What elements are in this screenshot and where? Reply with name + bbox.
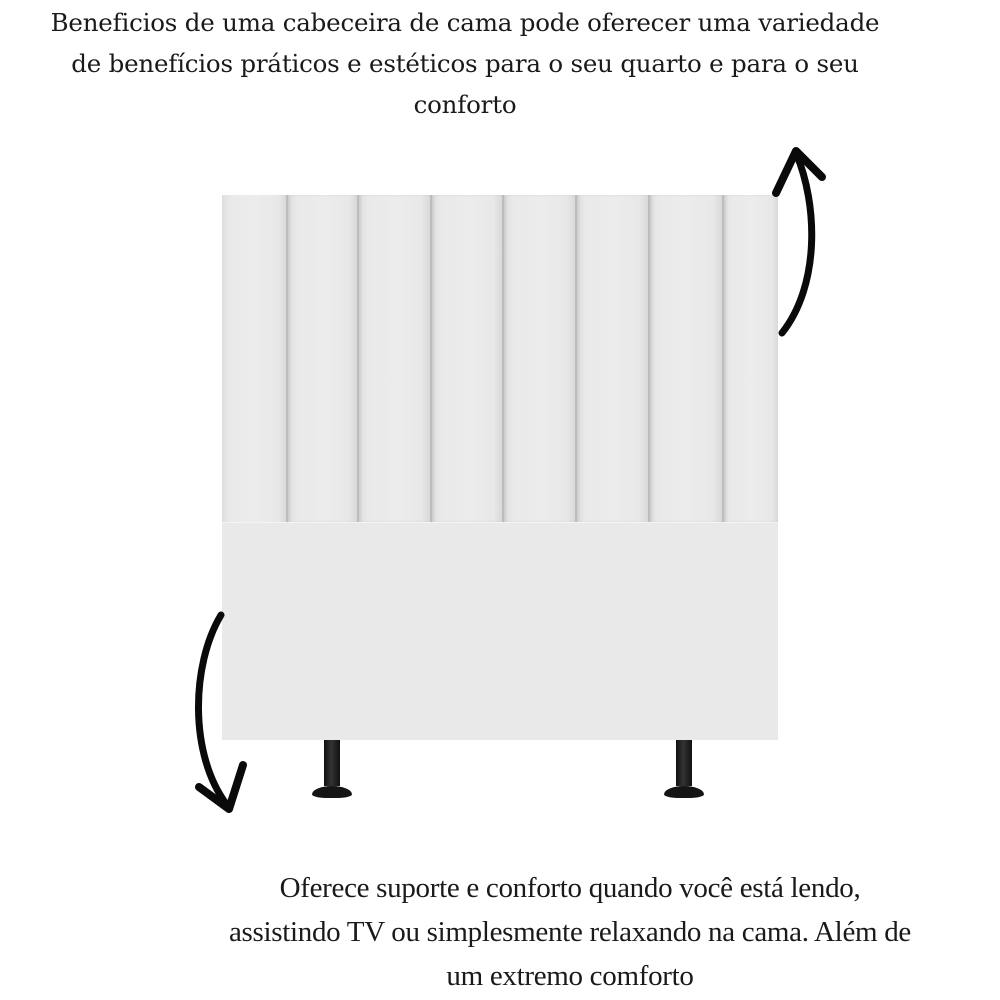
top-caption-line-2: de benefícios práticos e estéticos para o seu quarto e para o seu <box>71 49 859 78</box>
headboard-channel <box>357 195 430 522</box>
top-caption <box>0 2 930 125</box>
bottom-caption-line-3: um extremo comforto <box>446 960 694 992</box>
top-caption-line-1: Beneficios de uma cabeceira de cama pode oferecer uma variedade <box>50 8 880 37</box>
bottom-caption <box>140 866 1000 998</box>
headboard-channel <box>430 195 502 522</box>
bottom-caption-line-2: assistindo TV ou simplesmente relaxando na cama. Além de <box>228 916 911 948</box>
curved-arrow-up-icon <box>760 135 840 345</box>
headboard-foot-left <box>312 786 352 798</box>
headboard-channels <box>222 195 778 522</box>
headboard-base-panel <box>222 522 778 740</box>
headboard-channel <box>222 195 286 522</box>
headboard-channel <box>648 195 722 522</box>
bottom-caption-line-1: Oferece suporte e conforto quando você está lendo, <box>279 872 861 904</box>
curved-arrow-down-icon <box>185 605 265 820</box>
headboard-channel <box>286 195 357 522</box>
headboard-leg-left <box>324 740 340 786</box>
top-caption-line-3: conforto <box>413 90 517 119</box>
headboard-leg-right <box>676 740 692 786</box>
headboard-channel <box>502 195 575 522</box>
headboard-channel <box>575 195 648 522</box>
headboard-image <box>222 195 778 740</box>
headboard-foot-right <box>664 786 704 798</box>
